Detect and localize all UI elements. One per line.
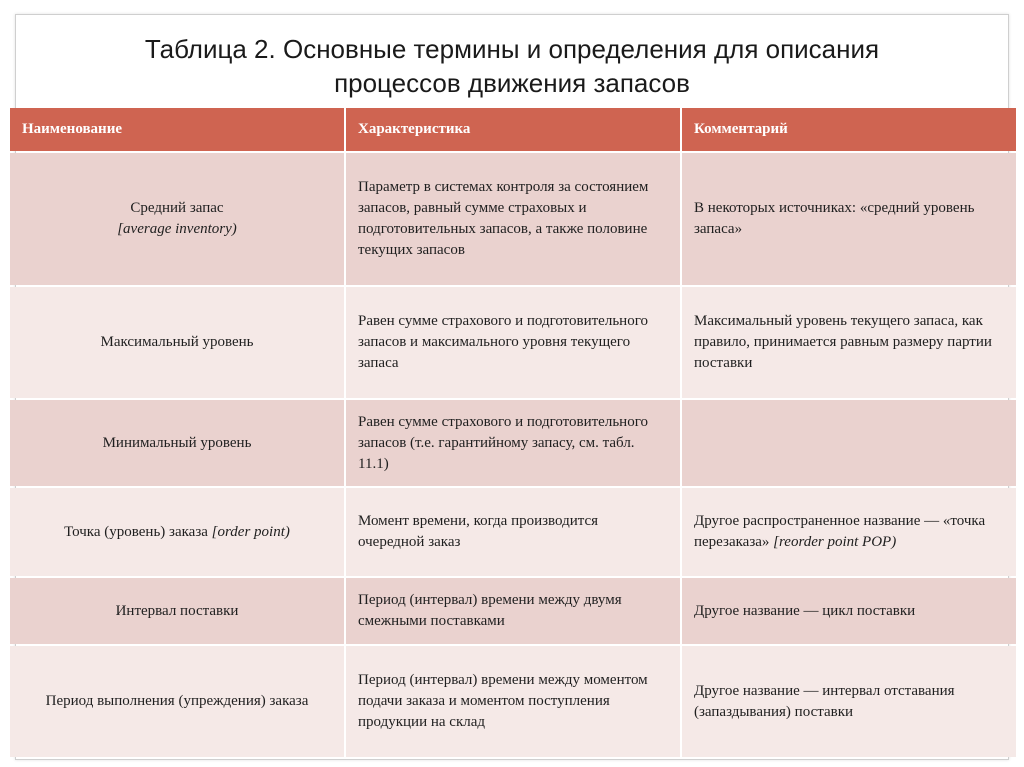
header-characteristic: Характеристика	[346, 108, 680, 151]
header-comment: Комментарий	[682, 108, 1016, 151]
term-name: Минимальный уровень	[102, 434, 252, 451]
page-title	[0, 32, 1024, 100]
cell-name	[10, 578, 344, 644]
term-name-en: [average inventory)	[117, 221, 237, 237]
term-name: Точка (уровень) заказа	[64, 523, 208, 540]
cell-comment	[682, 646, 1016, 757]
cell-name	[10, 287, 344, 398]
cell-comment	[682, 287, 1016, 398]
header-name: Наименование	[10, 108, 344, 151]
cell-characteristic	[346, 488, 680, 576]
cell-characteristic	[346, 287, 680, 398]
cell-characteristic	[346, 578, 680, 644]
term-comment: Максимальный уровень текущего запаса, как правило, принимается равным размеру партии поставки	[694, 313, 992, 371]
title-line-2: процессов движения запасов	[334, 68, 690, 98]
term-characteristic: Период (интервал) времени между моментом подачи заказа и моментом поступления продукции на склад	[358, 672, 648, 730]
term-comment: В некоторых источниках: «средний уровень запаса»	[694, 200, 975, 237]
cell-comment	[682, 153, 1016, 285]
term-name: Максимальный уровень	[100, 334, 254, 350]
term-name: Интервал поставки	[115, 602, 239, 619]
cell-characteristic	[346, 400, 680, 486]
term-comment-en: [reorder point POP)	[773, 534, 897, 550]
term-characteristic: Период (интервал) времени между двумя смежными поставками	[358, 592, 622, 629]
cell-comment	[682, 488, 1016, 576]
cell-name	[10, 400, 344, 486]
term-name-en: [order point)	[211, 523, 290, 540]
term-characteristic: Параметр в системах контроля за состоянием запасов, равный сумме страховых и подготовительных запасов, а также половине текущих запасов	[358, 179, 649, 258]
cell-name	[10, 153, 344, 285]
cell-name	[10, 488, 344, 576]
term-name: Средний запас	[130, 200, 224, 216]
cell-comment	[682, 578, 1016, 644]
term-characteristic: Равен сумме страхового и подготовительного запасов (т.е. гарантийному запасу, см. табл. 11.1)	[358, 413, 648, 472]
term-characteristic: Момент времени, когда производится очередной заказ	[358, 513, 599, 550]
title-line-1: Таблица 2. Основные термины и определения для описания	[144, 34, 880, 64]
term-name: Период выполнения (упреждения) заказа	[45, 693, 309, 709]
cell-characteristic	[346, 153, 680, 285]
term-comment: Другое распространенное название — «точка перезаказа»	[694, 513, 986, 550]
terms-table	[10, 108, 1014, 757]
term-characteristic: Равен сумме страхового и подготовительного запасов и максимального уровня текущего запаса	[358, 313, 648, 371]
cell-comment	[682, 400, 1016, 486]
term-comment: Другое название — интервал отставания (запаздывания) поставки	[694, 682, 955, 720]
cell-characteristic	[346, 646, 680, 757]
cell-name	[10, 646, 344, 757]
term-comment: Другое название — цикл поставки	[694, 602, 916, 619]
